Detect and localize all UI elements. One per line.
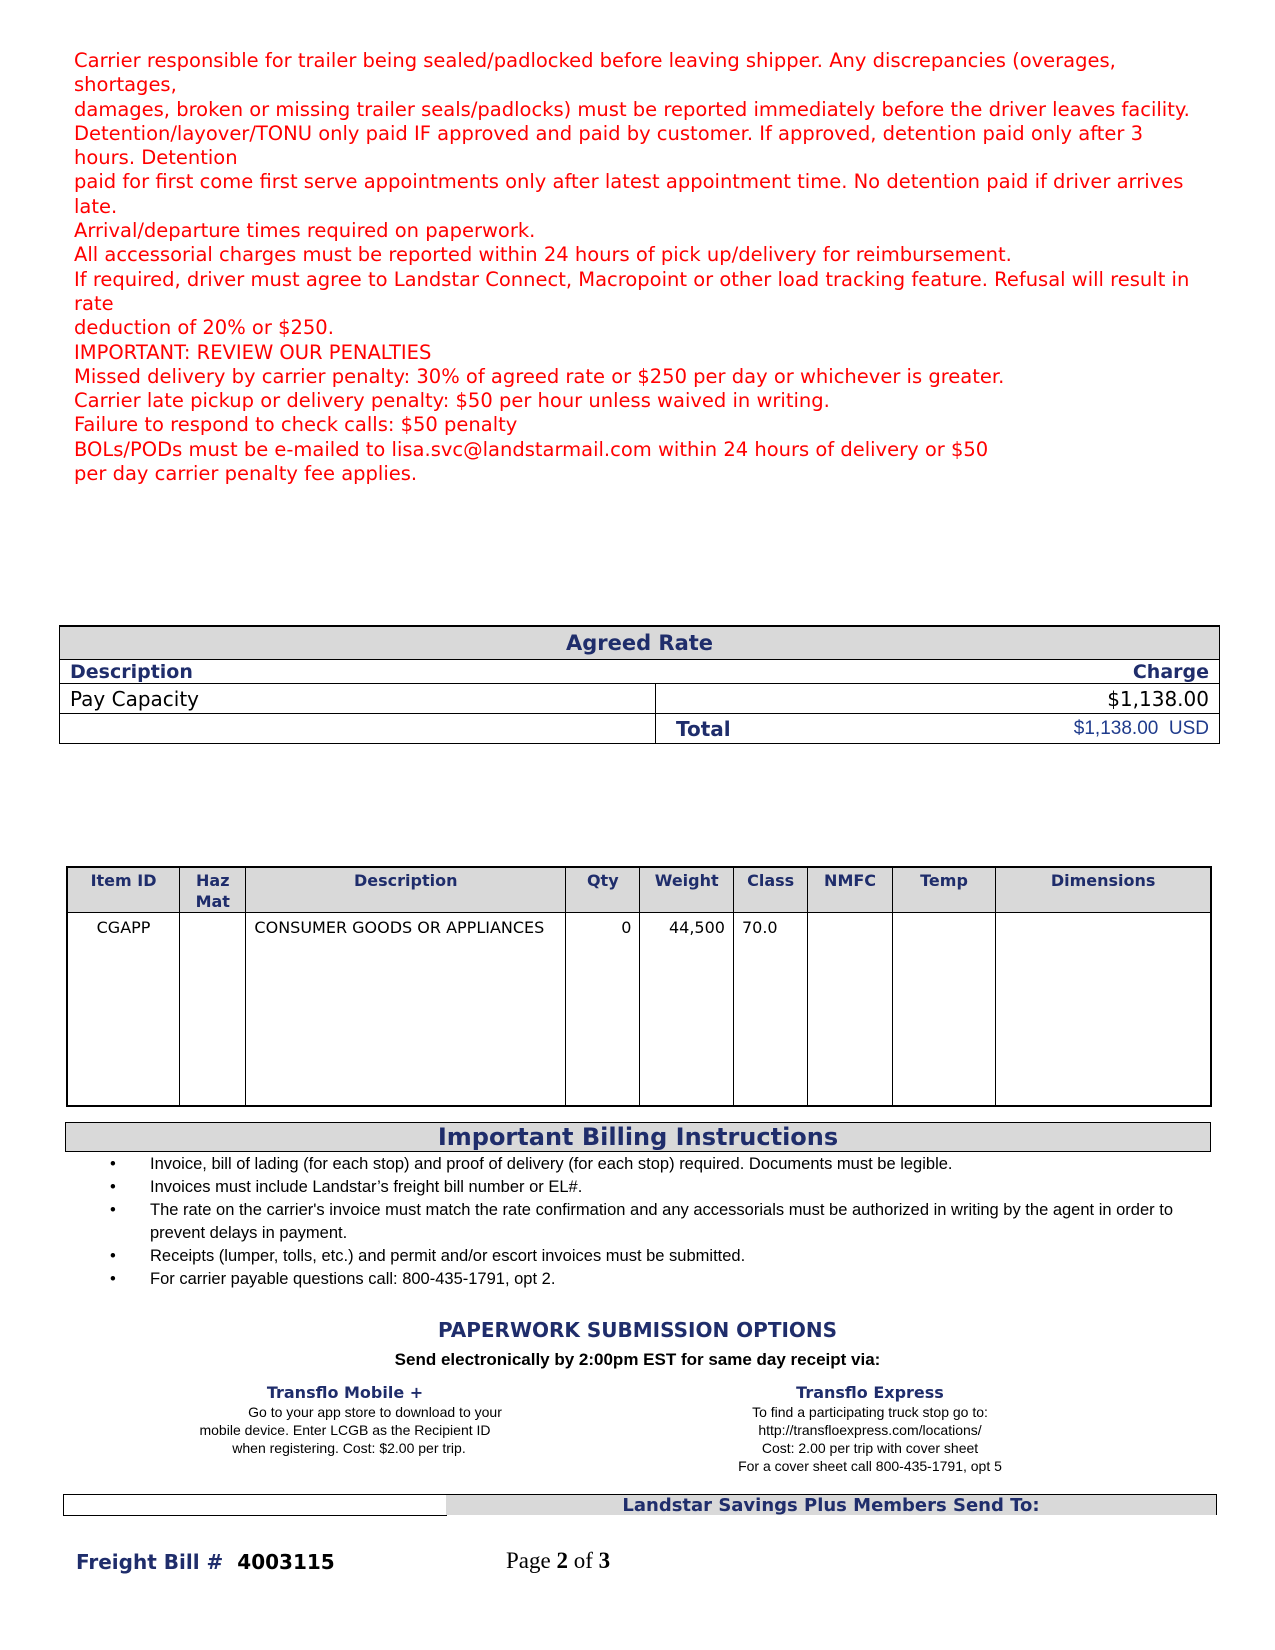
- transflo-express-link[interactable]: http://transfloexpress.com/locations/: [758, 1422, 982, 1438]
- bullet-icon: •: [110, 1155, 116, 1173]
- note-line: If required, driver must agree to Landstar Connect, Macropoint or other load tracking feature. Refusal will result in rate: [74, 267, 1190, 315]
- list-item: • Receipts (lumper, tolls, etc.) and permit and/or escort invoices must be submitted.: [110, 1245, 1190, 1268]
- page-number: Page 2 of 3: [506, 1548, 611, 1573]
- total-cell: [656, 714, 1220, 744]
- cell-nmfc: [808, 913, 892, 1107]
- note-line: Missed delivery by carrier penalty: 30% of agreed rate or $250 per day or whichever is greater.: [74, 364, 1005, 388]
- cell-item-id: CGAPP: [67, 913, 180, 1107]
- total-label: Total: [676, 716, 731, 741]
- note-line: Arrival/departure times required on paperwork.: [74, 219, 536, 243]
- cell-qty: 0: [566, 913, 640, 1107]
- header-haz-mat: Haz Mat: [180, 867, 246, 913]
- note-line: Carrier responsible for trailer being sealed/padlocked before leaving shipper. Any discrepancies (overages, shortages,: [74, 49, 1116, 97]
- table-row: [67, 913, 1211, 1107]
- bullet-icon: •: [110, 1201, 116, 1219]
- carrier-notes: [74, 49, 1194, 486]
- charge-header: Charge: [656, 660, 1220, 684]
- savings-left-box: [63, 1494, 447, 1516]
- note-line: per day carrier penalty fee applies.: [74, 462, 418, 486]
- transflo-mobile-line: mobile device. Enter LCGB as the Recipient ID: [199, 1422, 491, 1438]
- note-line: All accessorial charges must be reported within 24 hours of pick up/delivery for reimbursement.: [74, 243, 1012, 267]
- total-empty-cell: [60, 714, 656, 744]
- note-line: Failure to respond to check calls: $50 penalty: [74, 413, 518, 437]
- cell-description: CONSUMER GOODS OR APPLIANCES: [246, 913, 566, 1107]
- billing-title: Important Billing Instructions: [65, 1122, 1211, 1152]
- note-line: paid for first come first serve appointments only after latest appointment time. No detention paid if driver arrives late.: [74, 170, 1184, 218]
- transflo-mobile-section: [180, 1383, 510, 1457]
- agreed-rate-table: [59, 625, 1220, 744]
- rate-description: Pay Capacity: [60, 684, 656, 714]
- transflo-mobile-heading: Transflo Mobile +: [266, 1383, 424, 1402]
- cell-class: 70.0: [733, 913, 807, 1107]
- cell-weight: 44,500: [640, 913, 733, 1107]
- note-line: deduction of 20% or $250.: [74, 316, 334, 340]
- list-item: • The rate on the carrier's invoice must match the rate confirmation and any accessorials must be authorized in writing by the agent in order to prevent delays in payment.: [110, 1201, 1173, 1242]
- note-line: damages, broken or missing trailer seals/padlocks) must be reported immediately before the driver leaves facility.: [74, 97, 1190, 121]
- total-value: $1,138.00 USD: [1073, 717, 1209, 739]
- header-item-id: Item ID: [67, 867, 180, 913]
- transflo-mobile-line: when registering. Cost: $2.00 per trip.: [232, 1440, 466, 1456]
- list-item: • Invoice, bill of lading (for each stop) and proof of delivery (for each stop) required. Documents must be legible.: [110, 1153, 1190, 1176]
- transflo-express-line: For a cover sheet call 800-435-1791, opt 5: [738, 1458, 1002, 1474]
- transflo-mobile-line: Go to your app store to download to your: [248, 1404, 502, 1420]
- header-class: Class: [733, 867, 807, 913]
- paperwork-subtitle: Send electronically by 2:00pm EST for same day receipt via:: [394, 1350, 881, 1369]
- note-line: Detention/layover/TONU only paid IF approved and paid by customer. If approved, detention paid only after 3 hours. Detention: [74, 121, 1144, 170]
- list-item: • For carrier payable questions call: 800-435-1791, opt 2.: [110, 1268, 1190, 1291]
- cell-temp: [892, 913, 996, 1107]
- freight-bill-label: Freight Bill #: [76, 1550, 224, 1574]
- freight-bill: [76, 1550, 335, 1574]
- header-temp: Temp: [892, 867, 996, 913]
- paperwork-title: PAPERWORK SUBMISSION OPTIONS: [437, 1318, 838, 1342]
- billing-list: [110, 1153, 1190, 1291]
- items-table: [66, 866, 1212, 1107]
- header-qty: Qty: [566, 867, 640, 913]
- bullet-icon: •: [110, 1270, 116, 1288]
- header-nmfc: NMFC: [808, 867, 892, 913]
- bullet-icon: •: [110, 1178, 116, 1196]
- cell-haz-mat: [180, 913, 246, 1107]
- rate-charge: $1,138.00: [656, 684, 1220, 714]
- note-line: IMPORTANT: REVIEW OUR PENALTIES: [74, 340, 432, 364]
- header-dimensions: Dimensions: [996, 867, 1211, 913]
- transflo-express-line: Cost: 2.00 per trip with cover sheet: [761, 1440, 979, 1456]
- transflo-express-heading: Transflo Express: [796, 1383, 944, 1402]
- transflo-express-section: [700, 1383, 1040, 1475]
- bullet-icon: •: [110, 1247, 116, 1265]
- description-header: Description: [60, 660, 656, 684]
- transflo-express-line: To find a participating truck stop go to:: [752, 1404, 988, 1420]
- note-line: Carrier late pickup or delivery penalty: $50 per hour unless waived in writing.: [74, 389, 830, 413]
- agreed-rate-title: Agreed Rate: [60, 626, 1220, 660]
- list-item: • Invoices must include Landstar’s freight bill number or EL#.: [110, 1176, 1190, 1199]
- header-description: Description: [246, 867, 566, 913]
- header-weight: Weight: [640, 867, 733, 913]
- savings-label: Landstar Savings Plus Members Send To:: [446, 1494, 1217, 1515]
- note-line: BOLs/PODs must be e-mailed to lisa.svc@landstarmail.com within 24 hours of delivery or $50: [74, 437, 989, 461]
- cell-dimensions: [996, 913, 1211, 1107]
- freight-bill-number: 4003115: [237, 1550, 335, 1574]
